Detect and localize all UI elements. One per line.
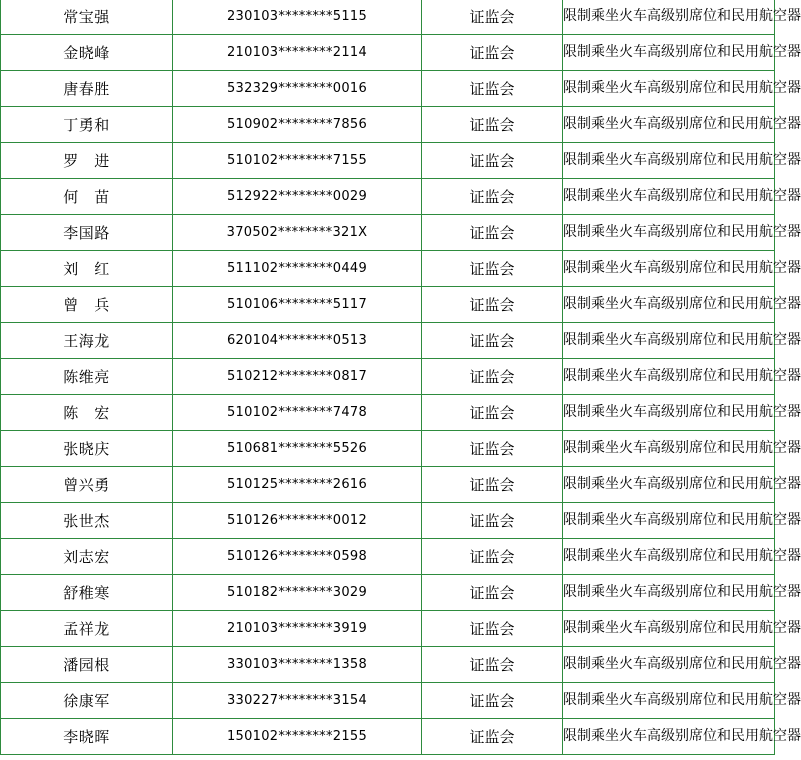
authority-cell: 证监会 xyxy=(422,431,563,467)
penalty-cell: 限制乘坐火车高级别席位和民用航空器 xyxy=(563,719,775,755)
authority-cell: 证监会 xyxy=(422,647,563,683)
id-number-cell: 510102********7478 xyxy=(173,395,422,431)
name-cell: 李国路 xyxy=(1,215,173,251)
table-row xyxy=(1,107,775,143)
penalty-cell: 限制乘坐火车高级别席位和民用航空器 xyxy=(563,503,775,539)
penalty-cell: 限制乘坐火车高级别席位和民用航空器 xyxy=(563,323,775,359)
table-row xyxy=(1,359,775,395)
table-row xyxy=(1,251,775,287)
name-cell: 潘园根 xyxy=(1,647,173,683)
table-row xyxy=(1,503,775,539)
authority-cell: 证监会 xyxy=(422,359,563,395)
name-cell: 刘志宏 xyxy=(1,539,173,575)
id-number-cell: 510102********7155 xyxy=(173,143,422,179)
authority-cell: 证监会 xyxy=(422,215,563,251)
table-body xyxy=(1,0,801,755)
penalty-cell: 限制乘坐火车高级别席位和民用航空器 xyxy=(563,215,775,251)
name-cell: 刘 红 xyxy=(1,251,173,287)
penalty-cell: 限制乘坐火车高级别席位和民用航空器 xyxy=(563,575,775,611)
id-number-cell: 510126********0598 xyxy=(173,539,422,575)
id-number-cell: 510212********0817 xyxy=(173,359,422,395)
name-cell: 唐春胜 xyxy=(1,71,173,107)
table-row xyxy=(1,143,775,179)
name-cell: 常宝强 xyxy=(1,0,173,35)
table-row xyxy=(1,539,775,575)
name-cell: 张世杰 xyxy=(1,503,173,539)
authority-cell: 证监会 xyxy=(422,539,563,575)
penalty-cell: 限制乘坐火车高级别席位和民用航空器 xyxy=(563,359,775,395)
authority-cell: 证监会 xyxy=(422,323,563,359)
authority-cell: 证监会 xyxy=(422,143,563,179)
name-cell: 舒稚寒 xyxy=(1,575,173,611)
id-number-cell: 330227********3154 xyxy=(173,683,422,719)
table-row xyxy=(1,683,775,719)
table-row xyxy=(1,431,775,467)
penalty-cell: 限制乘坐火车高级别席位和民用航空器 xyxy=(563,0,775,35)
authority-cell: 证监会 xyxy=(422,71,563,107)
authority-cell: 证监会 xyxy=(422,251,563,287)
table-row xyxy=(1,215,775,251)
id-number-cell: 532329********0016 xyxy=(173,71,422,107)
penalty-cell: 限制乘坐火车高级别席位和民用航空器 xyxy=(563,287,775,323)
table-row xyxy=(1,467,775,503)
authority-cell: 证监会 xyxy=(422,287,563,323)
authority-cell: 证监会 xyxy=(422,35,563,71)
id-number-cell: 510125********2616 xyxy=(173,467,422,503)
penalty-cell: 限制乘坐火车高级别席位和民用航空器 xyxy=(563,143,775,179)
name-cell: 陈维亮 xyxy=(1,359,173,395)
id-number-cell: 512922********0029 xyxy=(173,179,422,215)
penalty-cell: 限制乘坐火车高级别席位和民用航空器 xyxy=(563,35,775,71)
id-number-cell: 210103********2114 xyxy=(173,35,422,71)
penalty-cell: 限制乘坐火车高级别席位和民用航空器 xyxy=(563,71,775,107)
name-cell: 曾 兵 xyxy=(1,287,173,323)
penalty-cell: 限制乘坐火车高级别席位和民用航空器 xyxy=(563,107,775,143)
authority-cell: 证监会 xyxy=(422,395,563,431)
table-row xyxy=(1,647,775,683)
authority-cell: 证监会 xyxy=(422,0,563,35)
id-number-cell: 510182********3029 xyxy=(173,575,422,611)
name-cell: 王海龙 xyxy=(1,323,173,359)
authority-cell: 证监会 xyxy=(422,503,563,539)
name-cell: 罗 进 xyxy=(1,143,173,179)
penalty-cell: 限制乘坐火车高级别席位和民用航空器 xyxy=(563,683,775,719)
table-row xyxy=(1,611,775,647)
name-cell: 丁勇和 xyxy=(1,107,173,143)
id-number-cell: 510106********5117 xyxy=(173,287,422,323)
name-cell: 金晓峰 xyxy=(1,35,173,71)
table-row xyxy=(1,575,775,611)
table-row xyxy=(1,35,775,71)
authority-cell: 证监会 xyxy=(422,107,563,143)
name-cell: 孟祥龙 xyxy=(1,611,173,647)
penalty-cell: 限制乘坐火车高级别席位和民用航空器 xyxy=(563,539,775,575)
penalty-cell: 限制乘坐火车高级别席位和民用航空器 xyxy=(563,251,775,287)
penalty-cell: 限制乘坐火车高级别席位和民用航空器 xyxy=(563,467,775,503)
id-number-cell: 230103********5115 xyxy=(173,0,422,35)
penalty-cell: 限制乘坐火车高级别席位和民用航空器 xyxy=(563,431,775,467)
table-row xyxy=(1,179,775,215)
name-cell: 陈 宏 xyxy=(1,395,173,431)
authority-cell: 证监会 xyxy=(422,467,563,503)
name-cell: 李晓晖 xyxy=(1,719,173,755)
name-cell: 何 苗 xyxy=(1,179,173,215)
authority-cell: 证监会 xyxy=(422,179,563,215)
name-cell: 徐康军 xyxy=(1,683,173,719)
id-number-cell: 210103********3919 xyxy=(173,611,422,647)
table-row xyxy=(1,323,775,359)
table-row xyxy=(1,395,775,431)
table-row xyxy=(1,0,775,35)
table-row xyxy=(1,287,775,323)
id-number-cell: 330103********1358 xyxy=(173,647,422,683)
id-number-cell: 510902********7856 xyxy=(173,107,422,143)
authority-cell: 证监会 xyxy=(422,611,563,647)
id-number-cell: 511102********0449 xyxy=(173,251,422,287)
authority-cell: 证监会 xyxy=(422,719,563,755)
id-number-cell: 370502********321X xyxy=(173,215,422,251)
id-number-cell: 620104********0513 xyxy=(173,323,422,359)
id-number-cell: 510681********5526 xyxy=(173,431,422,467)
table-row xyxy=(1,719,775,755)
penalty-cell: 限制乘坐火车高级别席位和民用航空器 xyxy=(563,395,775,431)
id-number-cell: 510126********0012 xyxy=(173,503,422,539)
table-row xyxy=(1,71,775,107)
id-number-cell: 150102********2155 xyxy=(173,719,422,755)
authority-cell: 证监会 xyxy=(422,683,563,719)
name-cell: 曾兴勇 xyxy=(1,467,173,503)
penalty-cell: 限制乘坐火车高级别席位和民用航空器 xyxy=(563,647,775,683)
penalty-cell: 限制乘坐火车高级别席位和民用航空器 xyxy=(563,611,775,647)
penalty-cell: 限制乘坐火车高级别席位和民用航空器 xyxy=(563,179,775,215)
authority-cell: 证监会 xyxy=(422,575,563,611)
name-cell: 张晓庆 xyxy=(1,431,173,467)
